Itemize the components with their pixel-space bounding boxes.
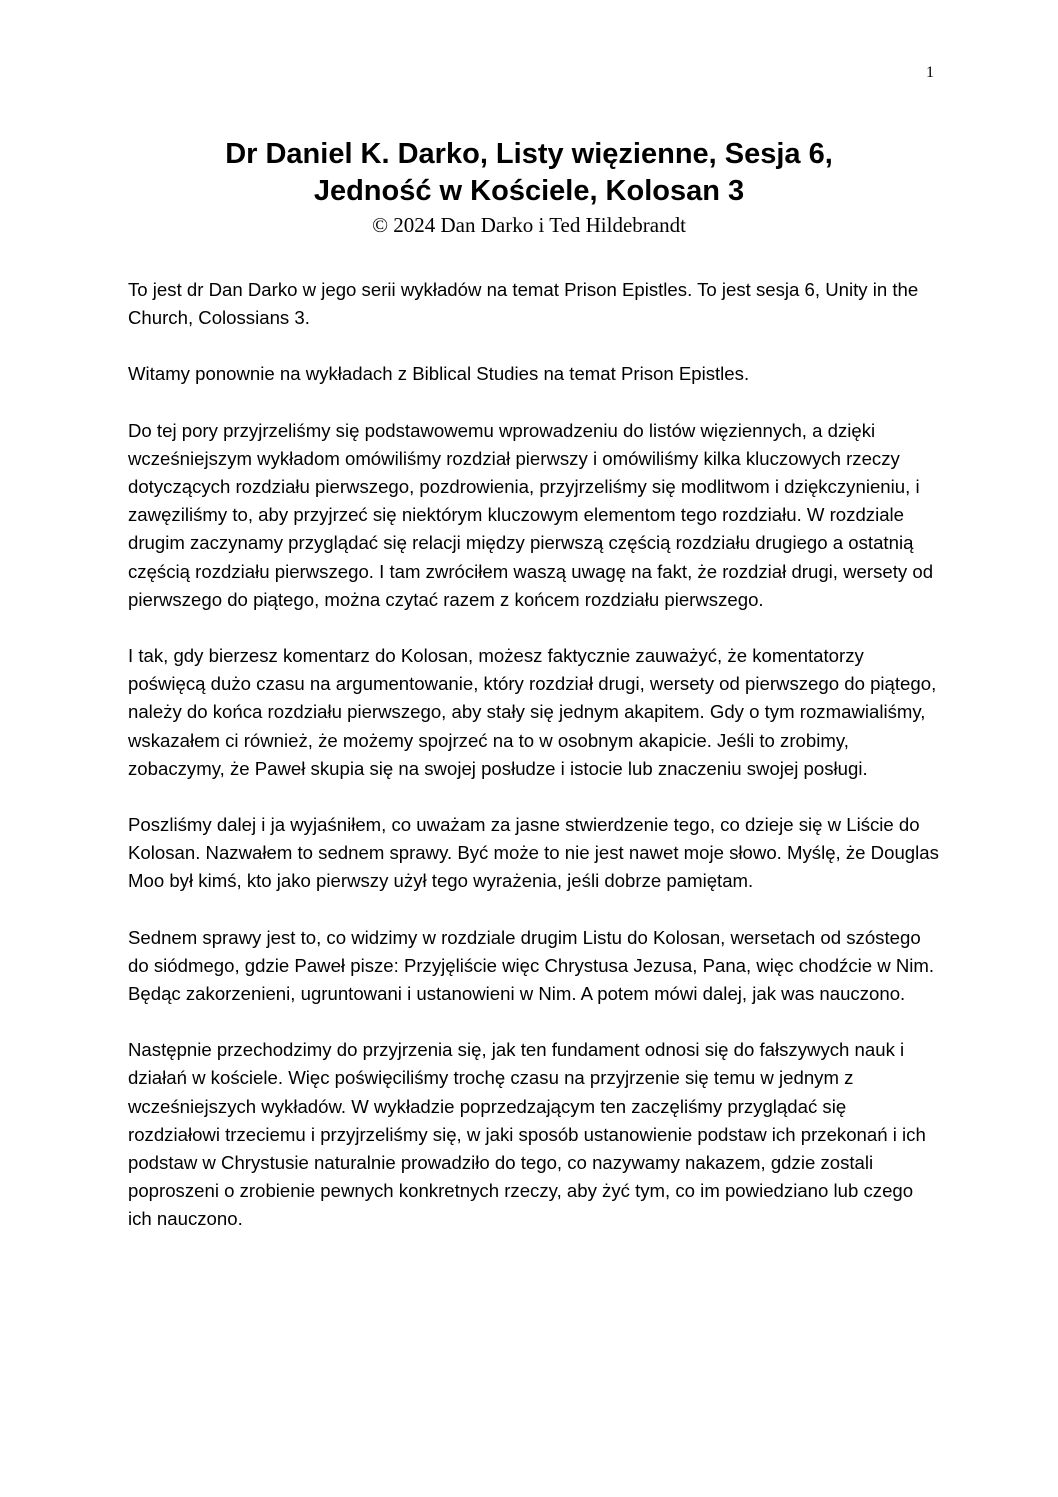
paragraph-2: Witamy ponownie na wykładach z Biblical Studies na temat Prison Epistles. [128, 363, 750, 385]
document-body [128, 276, 940, 1262]
copyright-line: © 2024 Dan Darko i Ted Hildebrandt [372, 213, 686, 237]
document-header [0, 136, 1058, 238]
paragraph-1: To jest dr Dan Darko w jego serii wykładów na temat Prison Epistles. To jest sesja 6, Unity in the Church, Colossians 3. [128, 279, 919, 329]
paragraph-5: Poszliśmy dalej i ja wyjaśniłem, co uważam za jasne stwierdzenie tego, co dzieje się w Liście do Kolosan. Nazwałem to sednem sprawy. Być może to nie jest nawet moje słowo. Myślę, że Douglas Moo był kimś, kto jako pierwszy użył tego wyrażenia, jeśli dobrze pamiętam. [128, 814, 939, 892]
document-title [0, 136, 1058, 210]
title-line-1: Dr Daniel K. Darko, Listy więzienne, Sesja 6, [225, 138, 833, 170]
paragraph-4: I tak, gdy bierzesz komentarz do Kolosan, możesz faktycznie zauważyć, że komentatorzy poświęcą dużo czasu na argumentowanie, który rozdział drugi, wersety od pierwszego do piątego, należy do końca rozdziału pierwszego, aby stały się jednym akapitem. Gdy o tym rozmawialiśmy, wskazałem ci również, że możemy spojrzeć na to w osobnym akapicie. Jeśli to zrobimy, zobaczymy, że Paweł skupia się na swojej posłudze i istocie lub znaczeniu swojej posługi. [128, 645, 937, 779]
paragraph-3: Do tej pory przyjrzeliśmy się podstawowemu wprowadzeniu do listów więziennych, a dzięki wcześniejszym wykładom omówiliśmy rozdział pierwszy i omówiliśmy kilka kluczowych rzeczy dotyczących rozdziału pierwszego, pozdrowienia, przyjrzeliśmy się modlitwom i dziękczynieniu, i zawęziliśmy to, aby przyjrzeć się niektórym kluczowym elementom tego rozdziału. W rozdziale drugim zaczynamy przyglądać się relacji między pierwszą częścią rozdziału drugiego a ostatnią częścią rozdziału pierwszego. I tam zwróciłem waszą uwagę na fakt, że rozdział drugi, wersety od pierwszego do piątego, można czytać razem z końcem rozdziału pierwszego. [128, 419, 934, 610]
title-line-2: Jedność w Kościele, Kolosan 3 [313, 175, 745, 207]
paragraph-7: Następnie przechodzimy do przyjrzenia się, jak ten fundament odnosi się do fałszywych nauk i działań w kościele. Więc poświęciliśmy trochę czasu na przyjrzenie się temu w jednym z wcześniejszych wykładów. W wykładzie poprzedzającym ten zaczęliśmy przyglądać się rozdziałowi trzeciemu i przyjrzeliśmy się, w jaki sposób ustanowienie podstaw ich przekonań i ich podstaw w Chrystusie naturalnie prowadziło do tego, co nazywamy nakazem, gdzie zostali poproszeni o zrobienie pewnych konkretnych rzeczy, aby żyć tym, co im powiedziano lub czego ich nauczono. [128, 1039, 926, 1230]
paragraph-6: Sednem sprawy jest to, co widzimy w rozdziale drugim Listu do Kolosan, wersetach od szóstego do siódmego, gdzie Paweł pisze: Przyjęliście więc Chrystusa Jezusa, Pana, więc chodźcie w Nim. Będąc zakorzenieni, ugruntowani i ustanowieni w Nim. A potem mówi dalej, jak was nauczono. [128, 926, 935, 1005]
page-number: 1 [926, 64, 934, 81]
